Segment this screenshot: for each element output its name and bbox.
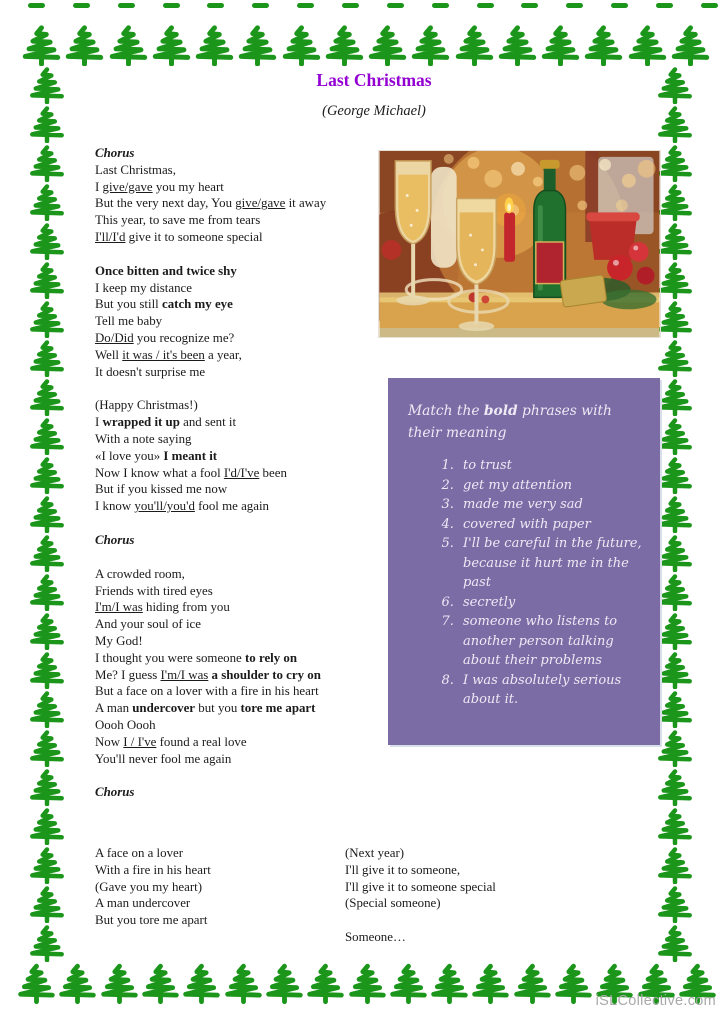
christmas-tree-icon bbox=[409, 24, 452, 66]
christmas-tree-icon bbox=[24, 807, 70, 845]
lyric-line: (Next year) bbox=[345, 846, 405, 860]
champagne-photo bbox=[378, 150, 661, 338]
christmas-tree-icon bbox=[582, 24, 625, 66]
lyrics-stanza bbox=[95, 784, 395, 801]
tree-top-dash bbox=[387, 3, 404, 8]
christmas-tree-icon bbox=[626, 24, 669, 66]
christmas-tree-icon bbox=[24, 417, 70, 455]
lyric-line: (Happy Christmas!) bbox=[95, 398, 198, 413]
tree-top-dash bbox=[611, 3, 628, 8]
lyric-line: You'll never fool me again bbox=[95, 751, 232, 766]
christmas-tree-icon bbox=[24, 612, 70, 650]
exercise-item: 8. I was absolutely serious about it. bbox=[458, 671, 644, 710]
christmas-tree-icon bbox=[181, 962, 222, 1004]
christmas-tree-icon bbox=[193, 24, 236, 66]
christmas-tree-icon bbox=[24, 885, 70, 923]
christmas-tree-icon bbox=[24, 105, 70, 143]
christmas-tree-icon bbox=[24, 651, 70, 689]
tree-top-dash bbox=[477, 3, 494, 8]
lyric-line: This year, to save me from tears bbox=[95, 213, 261, 228]
lyric-line: «I love you» I meant it bbox=[95, 448, 218, 463]
tree-top-dash bbox=[207, 3, 224, 8]
lyric-line: A man undercover bbox=[95, 896, 191, 911]
christmas-tree-icon bbox=[280, 24, 323, 66]
tree-top-dash bbox=[701, 3, 718, 8]
christmas-tree-icon bbox=[24, 573, 70, 611]
lyric-line: But if you kissed me now bbox=[95, 482, 228, 497]
tree-border-left bbox=[24, 66, 70, 962]
tree-top-dash bbox=[163, 3, 180, 8]
tree-top-dash bbox=[73, 3, 90, 8]
tree-border-top-dashes bbox=[28, 3, 718, 9]
christmas-tree-icon bbox=[223, 962, 264, 1004]
matching-exercise-box bbox=[388, 378, 660, 745]
christmas-tree-icon bbox=[24, 300, 70, 338]
lyrics-stanza bbox=[95, 397, 395, 515]
bottom-left-lyrics bbox=[95, 845, 335, 929]
tree-top-dash bbox=[566, 3, 583, 8]
christmas-tree-icon bbox=[24, 768, 70, 806]
lyric-line: My God! bbox=[95, 633, 143, 648]
christmas-tree-icon bbox=[16, 962, 57, 1004]
lyric-line: Do/Did you recognize me? bbox=[95, 330, 235, 345]
lyric-line: I'm/I was hiding from you bbox=[95, 600, 230, 615]
lyric-line: It doesn't surprise me bbox=[95, 364, 206, 379]
christmas-tree-icon bbox=[305, 962, 346, 1004]
lyric-line: I keep my distance bbox=[95, 280, 193, 295]
lyric-line: I'll/I'd give it to someone special bbox=[95, 229, 263, 244]
christmas-tree-icon bbox=[24, 66, 70, 104]
exercise-item: 6. secretly bbox=[458, 593, 644, 613]
christmas-tree-icon bbox=[236, 24, 279, 66]
tree-top-dash bbox=[28, 3, 45, 8]
exercise-item: 3. made me very sad bbox=[458, 495, 644, 515]
christmas-tree-icon bbox=[347, 962, 388, 1004]
christmas-tree-icon bbox=[453, 24, 496, 66]
christmas-tree-icon bbox=[24, 495, 70, 533]
christmas-tree-icon bbox=[63, 24, 106, 66]
exercise-item: 7. someone who listens to another person talking about their problems bbox=[458, 612, 644, 671]
lyric-line: Someone… bbox=[345, 929, 406, 944]
christmas-tree-icon bbox=[24, 846, 70, 884]
christmas-tree-icon bbox=[24, 729, 70, 767]
christmas-tree-icon bbox=[150, 24, 193, 66]
song-title: Last Christmas bbox=[316, 70, 432, 90]
lyric-line: Well it was / it's been a year, bbox=[95, 347, 242, 362]
lyric-line: Last Christmas, bbox=[95, 162, 176, 177]
lyric-line: Friends with tired eyes bbox=[95, 583, 213, 598]
christmas-tree-icon bbox=[264, 962, 305, 1004]
christmas-tree-icon bbox=[24, 924, 70, 962]
christmas-tree-icon bbox=[24, 534, 70, 572]
lyric-line: A crowded room, bbox=[95, 566, 185, 581]
christmas-tree-icon bbox=[652, 885, 698, 923]
tree-top-dash bbox=[297, 3, 314, 8]
christmas-tree-icon bbox=[24, 378, 70, 416]
champagne-photo-art bbox=[379, 151, 660, 337]
christmas-tree-icon bbox=[99, 962, 140, 1004]
lyric-line: A face on a lover bbox=[95, 846, 184, 860]
tree-top-dash bbox=[432, 3, 449, 8]
christmas-tree-icon bbox=[24, 339, 70, 377]
lyric-line: But a face on a lover with a fire in his heart bbox=[95, 684, 319, 699]
lyric-line: Chorus bbox=[95, 146, 135, 160]
lyric-line: But you still catch my eye bbox=[95, 297, 233, 312]
christmas-tree-icon bbox=[140, 962, 181, 1004]
lyric-line: Tell me baby bbox=[95, 314, 163, 329]
christmas-tree-icon bbox=[366, 24, 409, 66]
exercise-prompt: Match the bold phrases with their meaning bbox=[408, 403, 612, 441]
lyric-line: Chorus bbox=[95, 532, 135, 547]
lyric-line: But you tore me apart bbox=[95, 913, 208, 928]
worksheet-header bbox=[88, 68, 660, 120]
exercise-item: 5. I'll be careful in the future, because it hurt me in the past bbox=[458, 534, 644, 593]
christmas-tree-icon bbox=[539, 24, 582, 66]
islcollective-watermark: iSLCollective.com bbox=[595, 993, 716, 1009]
lyric-line: I'll give it to someone special bbox=[345, 879, 496, 894]
christmas-tree-icon bbox=[57, 962, 98, 1004]
christmas-tree-icon bbox=[323, 24, 366, 66]
lyric-line: Me? I guess I'm/I was a shoulder to cry on bbox=[95, 667, 321, 682]
lyric-line: But the very next day, You give/gave it away bbox=[95, 196, 327, 211]
lyric-line: Now I know what a fool I'd/I've been bbox=[95, 465, 287, 480]
exercise-item: 4. covered with paper bbox=[458, 515, 644, 535]
lyric-line: With a note saying bbox=[95, 431, 192, 446]
christmas-tree-icon bbox=[24, 456, 70, 494]
song-artist: (George Michael) bbox=[322, 103, 426, 119]
lyric-line: I'll give it to someone, bbox=[345, 862, 461, 877]
christmas-tree-icon bbox=[107, 24, 150, 66]
lyrics-stanza bbox=[95, 566, 395, 768]
lyrics-column bbox=[95, 145, 395, 818]
exercise-item: 2. get my attention bbox=[458, 476, 644, 496]
tree-border-top bbox=[20, 24, 712, 66]
lyric-line: Now I / I've found a real love bbox=[95, 734, 247, 749]
christmas-tree-icon bbox=[652, 339, 698, 377]
exercise-item: 1. to trust bbox=[458, 456, 644, 476]
exercise-list bbox=[408, 456, 644, 710]
lyric-line: I thought you were someone to rely on bbox=[95, 650, 298, 665]
lyric-line: I know you'll/you'd fool me again bbox=[95, 499, 270, 514]
christmas-tree-icon bbox=[24, 261, 70, 299]
lyrics-stanza bbox=[95, 532, 395, 549]
lyric-line: I give/gave you my heart bbox=[95, 179, 224, 194]
lyrics-stanza bbox=[95, 145, 395, 246]
christmas-tree-icon bbox=[24, 183, 70, 221]
christmas-tree-icon bbox=[669, 24, 712, 66]
christmas-tree-icon bbox=[652, 846, 698, 884]
lyric-line: Chorus bbox=[95, 785, 135, 800]
tree-top-dash bbox=[118, 3, 135, 8]
lyric-line: (Special someone) bbox=[345, 896, 441, 911]
lyric-line bbox=[345, 912, 605, 929]
tree-top-dash bbox=[342, 3, 359, 8]
lyric-line: And your soul of ice bbox=[95, 617, 201, 632]
tree-top-dash bbox=[521, 3, 538, 8]
lyric-line: (Gave you my heart) bbox=[95, 879, 203, 894]
christmas-tree-icon bbox=[24, 144, 70, 182]
lyric-line: Once bitten and twice shy bbox=[95, 263, 237, 278]
tree-top-dash bbox=[252, 3, 269, 8]
tree-top-dash bbox=[656, 3, 673, 8]
christmas-tree-icon bbox=[24, 690, 70, 728]
lyrics-stanza bbox=[95, 263, 395, 381]
christmas-tree-icon bbox=[24, 222, 70, 260]
christmas-tree-icon bbox=[20, 24, 63, 66]
bottom-right-lyrics bbox=[345, 845, 605, 946]
christmas-tree-icon bbox=[652, 924, 698, 962]
lyric-line: I wrapped it up and sent it bbox=[95, 415, 237, 430]
lyric-line: Oooh Oooh bbox=[95, 717, 156, 732]
christmas-tree-icon bbox=[496, 24, 539, 66]
lyric-line: With a fire in his heart bbox=[95, 862, 211, 877]
christmas-tree-icon bbox=[652, 768, 698, 806]
christmas-tree-icon bbox=[652, 807, 698, 845]
lyric-line: A man undercover but you tore me apart bbox=[95, 701, 316, 716]
